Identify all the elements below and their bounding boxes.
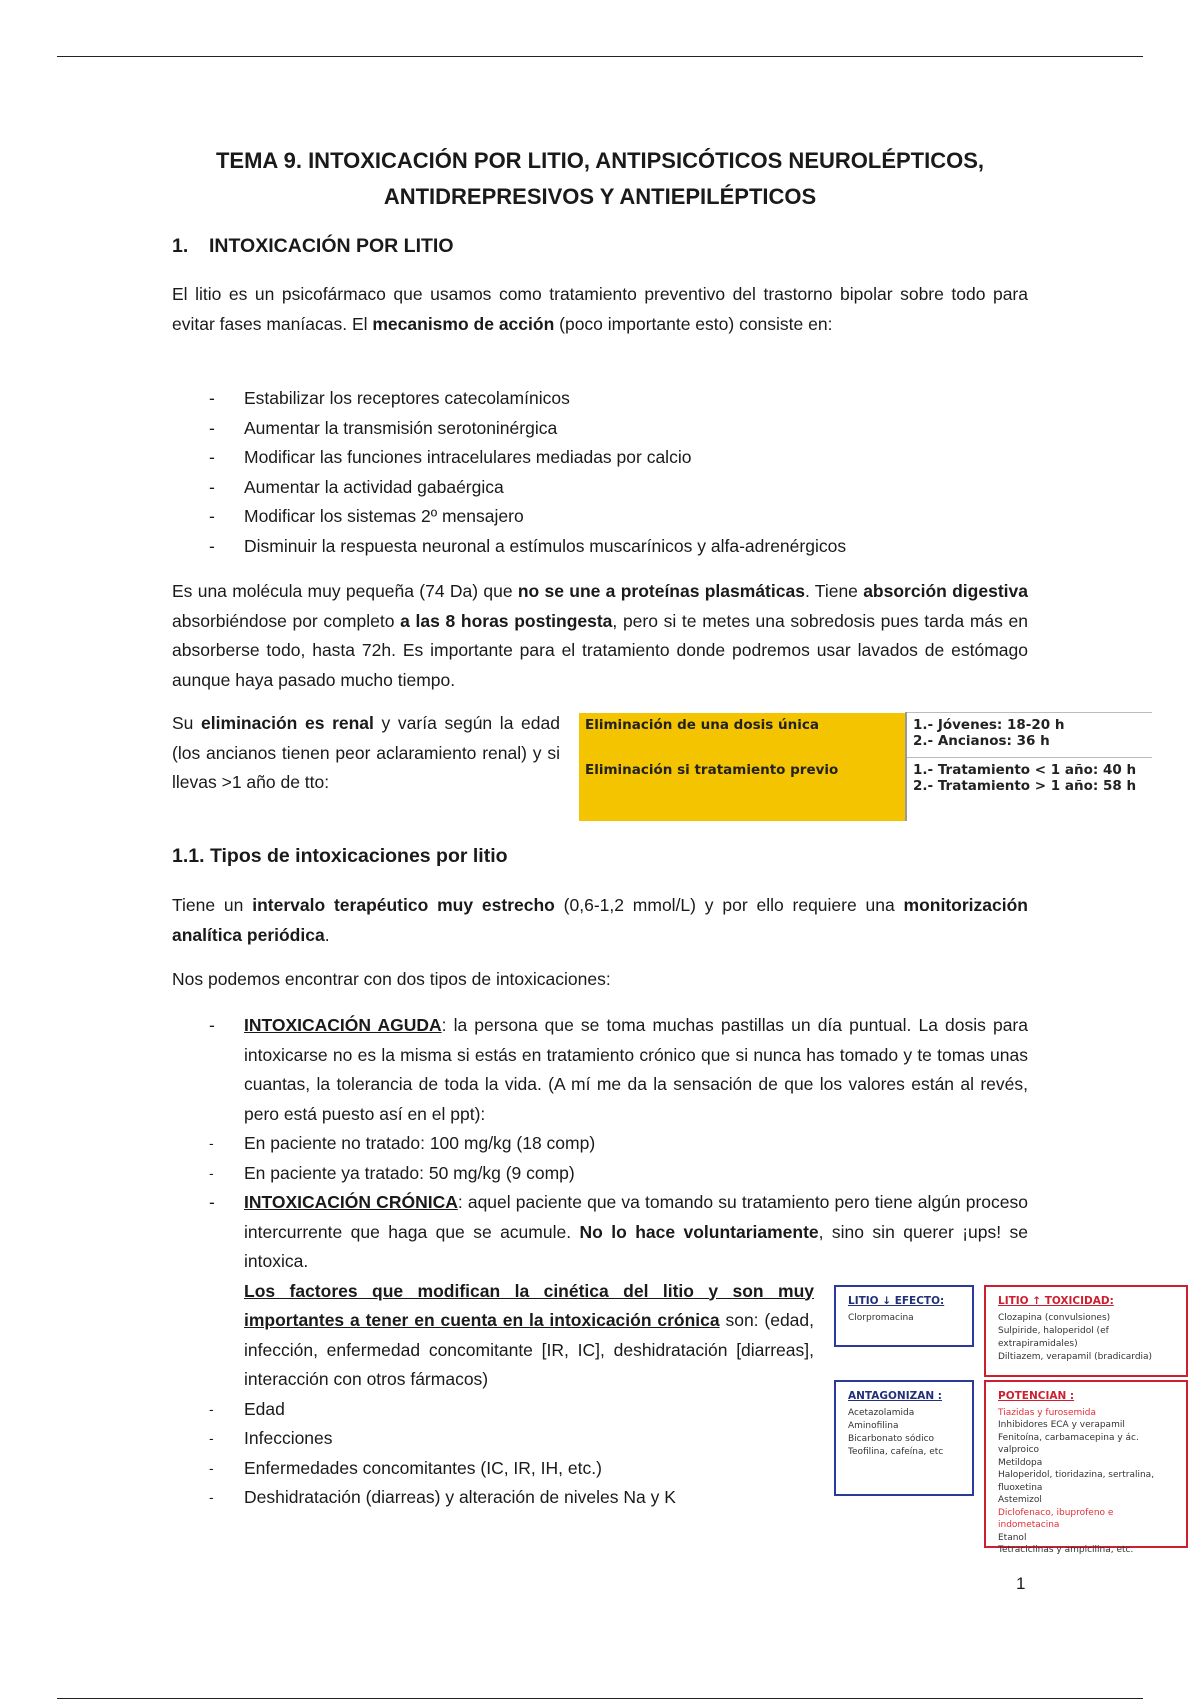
absorption-paragraph: Es una molécula muy pequeña (74 Da) que no se une a proteínas plasmáticas. Tiene absorción digestiva absorbiéndose por completo a las 8 horas postingesta, pero si te metes una sobredosis pues tarda más en absorberse todo, hasta 72h. Es importante para el tratamiento donde podremos usar lavados de estómago aunque haya pasado mucho tiempo. (172, 581, 1029, 690)
litio-efecto-box: LITIO ↓ EFECTO: Clorpromacina (834, 1285, 974, 1347)
table-cell-value: 1.- Tratamiento < 1 año: 40 h 2.- Tratamiento > 1 año: 58 h (906, 758, 1152, 822)
list-item: - En paciente ya tratado: 50 mg/kg (9 comp) (205, 1159, 1028, 1189)
list-item: - Disminuir la respuesta neuronal a estímulos muscarínicos y alfa-adrenérgicos (205, 532, 846, 562)
table-cell-label: Eliminación si tratamiento previo (579, 758, 906, 822)
list-item: - Modificar las funciones intracelulares mediadas por calcio (205, 443, 846, 473)
list-item: - Aumentar la actividad gabaérgica (205, 473, 846, 503)
table-cell-label: Eliminación de una dosis única (579, 713, 906, 758)
intro-paragraph: El litio es un psicofármaco que usamos como tratamiento preventivo del trastorno bipolar sobre todo para evitar fases maníacas. El mecanismo de acción (poco importante esto) consiste en: (172, 284, 1028, 334)
elimination-paragraph: Su eliminación es renal y varía según la edad (los ancianos tienen peor aclaramiento renal) y si llevas >1 año de tto: (172, 713, 560, 792)
list-item-aguda: - INTOXICACIÓN AGUDA: la persona que se toma muchas pastillas un día puntual. La dosis para intoxicarse no es la misma si estás en tratamiento crónico que si nunca has tomado y te tomas unas cuantas, la tolerancia de toda la vida. (A mí me da la sensación de que los valores están al revés, pero está puesto así en el ppt): - En paciente no tratado: 100 mg/kg (18 comp) - En paciente ya tratado: 50 mg/kg (9 comp) (205, 1011, 1028, 1188)
list-item: - En paciente no tratado: 100 mg/kg (18 comp) (205, 1129, 1028, 1159)
elimination-table (579, 712, 1152, 821)
aguda-dose-list (205, 1129, 1028, 1188)
antagonizan-box: ANTAGONIZAN : Acetazolamida Aminofilina Bicarbonato sódico Teofilina, cafeína, etc (834, 1380, 974, 1496)
therapeutic-interval-paragraph: Tiene un intervalo terapéutico muy estrecho (0,6-1,2 mmol/L) y por ello requiere una monitorización analítica periódica. (172, 895, 1028, 945)
list-item: - Modificar los sistemas 2º mensajero (205, 502, 846, 532)
page-number: 1 (1016, 1574, 1026, 1593)
table-cell-value: 1.- Jóvenes: 18-20 h 2.- Ancianos: 36 h (906, 713, 1152, 758)
list-item: - Infecciones (205, 1424, 1028, 1454)
list-item: - Aumentar la transmisión serotoninérgica (205, 414, 846, 444)
section-1-heading: 1. INTOXICACIÓN POR LITIO (172, 235, 454, 257)
litio-toxicidad-box: LITIO ↑ TOXICIDAD: Clozapina (convulsiones) Sulpiride, haloperidol (ef extrapiramidales) Diltiazem, verapamil (bradicardia) (984, 1285, 1188, 1377)
table-row (579, 758, 1152, 822)
types-intro-paragraph: Nos podemos encontrar con dos tipos de intoxicaciones: (172, 969, 611, 989)
page-title: TEMA 9. INTOXICACIÓN POR LITIO, ANTIPSICÓTICOS NEUROLÉPTICOS, ANTIDREPRESIVOS Y ANTIEPILÉPTICOS (215, 148, 984, 209)
section-1-1-heading: 1.1. Tipos de intoxicaciones por litio (172, 845, 508, 867)
top-rule (57, 56, 1143, 57)
list-item: - Deshidratación (diarreas) y alteración de niveles Na y K (205, 1483, 1028, 1513)
list-item-cronica: - INTOXICACIÓN CRÓNICA: aquel paciente que va tomando su tratamiento pero tiene algún proceso intercurrente que haga que se acumule. No lo hace voluntariamente, sino sin querer ¡ups! se intoxica. Los factores que modifican la cinética del litio y son muy importantes a tener en cuenta en la intoxicación crónica son: (edad, infección, enfermedad concomitante [IR, IC], deshidratación [diarreas], interacción con otros fármacos) - Edad - Infecciones - Enfermedades concomitantes (IC, IR, IH, etc.) - Deshidratación (diarreas) y alteración de niveles Na y K (205, 1188, 1028, 1513)
table-row (579, 713, 1152, 758)
bottom-rule (57, 1698, 1143, 1699)
list-item: - Enfermedades concomitantes (IC, IR, IH, etc.) (205, 1454, 1028, 1484)
list-item: - Edad (205, 1395, 1028, 1425)
mechanism-list (205, 384, 846, 561)
potencian-box: POTENCIAN : Tiazidas y furosemida Inhibidores ECA y verapamil Fenitoína, carbamacepina y ác. valproico Metildopa Haloperidol, tioridazina, sertralina, fluoxetina Astemizol Diclofenaco, ibuprofeno e indometacina Etanol Tetraciclinas y ampicilina, etc. (984, 1380, 1188, 1548)
list-item: - Estabilizar los receptores catecolamínicos (205, 384, 846, 414)
factors-paragraph: Los factores que modifican la cinética del litio y son muy importantes a tener en cuenta en la intoxicación crónica son: (edad, infección, enfermedad concomitante [IR, IC], deshidratación [diarreas], interacción con otros fármacos) (244, 1280, 815, 1389)
